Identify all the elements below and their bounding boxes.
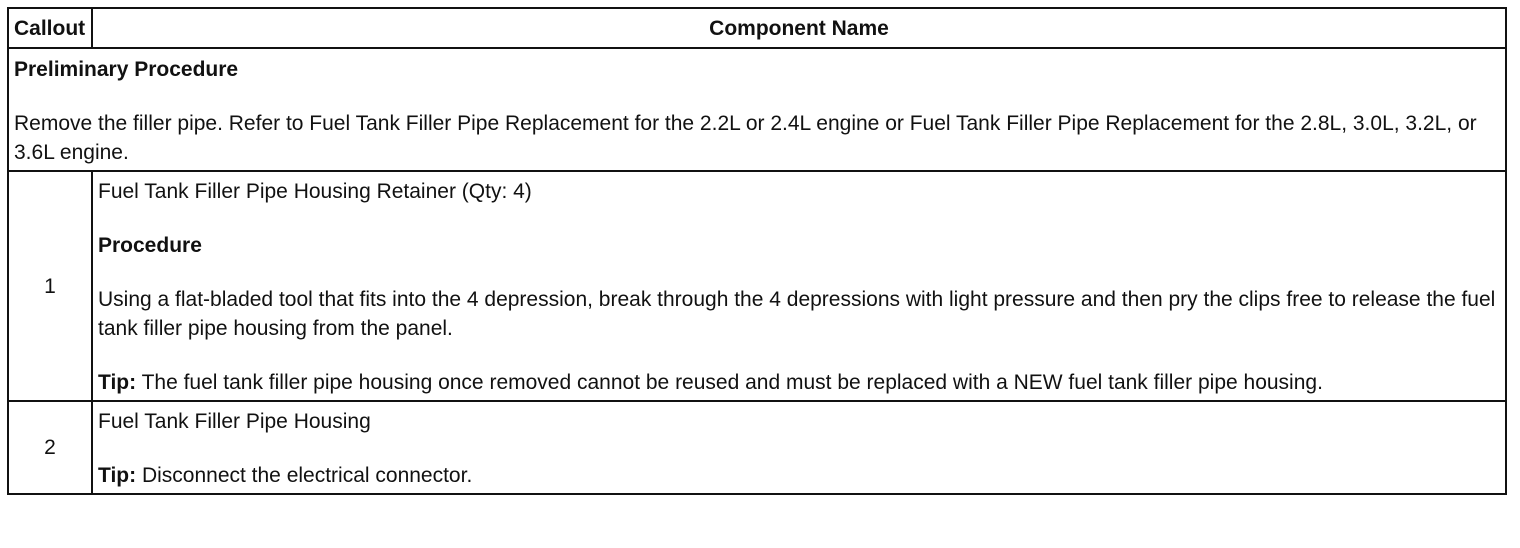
- procedure-label: Procedure: [98, 234, 202, 257]
- header-callout: Callout: [8, 8, 92, 48]
- tip-label: Tip:: [98, 464, 137, 487]
- preliminary-row: [8, 48, 1506, 171]
- preliminary-text: Remove the filler pipe. Refer to Fuel Tank Filler Pipe Replacement for the 2.2L or 2.4L engine or Fuel Tank Filler Pipe Replacement for the 2.8L, 3.0L, 3.2L, or 3.6L engine.: [14, 112, 1477, 164]
- table-row: [8, 171, 1506, 401]
- header-row: [8, 8, 1506, 48]
- preliminary-cell: [8, 48, 1506, 171]
- callout-number: 2: [8, 401, 92, 494]
- component-cell: [92, 401, 1506, 494]
- callout-number: 1: [8, 171, 92, 401]
- tip-text: The fuel tank filler pipe housing once removed cannot be reused and must be replaced with a NEW fuel tank filler pipe housing.: [136, 371, 1323, 394]
- tip: [98, 368, 1500, 397]
- table-row: [8, 401, 1506, 494]
- procedure-table: [7, 7, 1507, 495]
- preliminary-title: Preliminary Procedure: [14, 58, 239, 81]
- component-name: Fuel Tank Filler Pipe Housing Retainer (Qty: 4): [98, 180, 532, 203]
- tip: [98, 461, 1500, 490]
- component-cell: [92, 171, 1506, 401]
- component-name: Fuel Tank Filler Pipe Housing: [98, 410, 371, 433]
- tip-text: Disconnect the electrical connector.: [136, 464, 473, 487]
- procedure-text: Using a flat-bladed tool that fits into the 4 depression, break through the 4 depressions with light pressure and then pry the clips free to release the fuel tank filler pipe housing from the panel.: [98, 288, 1496, 340]
- header-component-name: Component Name: [92, 8, 1506, 48]
- tip-label: Tip:: [98, 371, 137, 394]
